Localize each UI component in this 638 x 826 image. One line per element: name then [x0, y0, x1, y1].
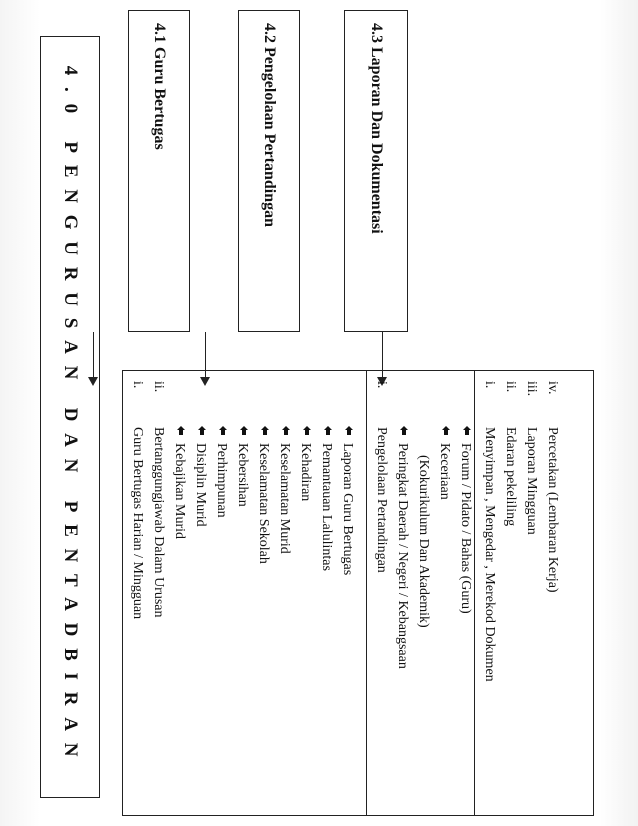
list-item — [276, 371, 292, 815]
item-text: Keselamatan Sekolah — [256, 443, 271, 564]
list-item — [523, 371, 539, 815]
item-text: Guru Bertugas Harian / Mingguan — [130, 427, 145, 620]
pointer-hand-icon — [394, 425, 410, 436]
item-text: Keselamatan Murid — [277, 443, 292, 554]
content-box — [122, 370, 594, 816]
item-text: Percetakan (Lembaran Kerja) — [545, 427, 560, 593]
category-label: 4.3 Laporan Dan Dokumentasi — [368, 23, 385, 234]
item-text: Menyimpan , Mengedar , Merekod Dokumen — [482, 427, 497, 682]
list-item — [297, 371, 313, 815]
pointer-hand-icon — [297, 425, 313, 436]
item-text: Kebajikan Murid — [172, 443, 187, 540]
list-item — [171, 371, 187, 815]
item-text: Peringkat Daerah / Negeri / Kebangsaan — [395, 443, 410, 669]
item-text: Pemantauan Lalulintas — [319, 443, 334, 571]
pointer-hand-icon — [171, 425, 187, 436]
list-section-2 — [367, 371, 473, 815]
list-item — [150, 371, 166, 815]
item-text: Pengelolaan Pertandingan — [374, 427, 389, 573]
pointer-hand-icon — [339, 425, 355, 436]
item-text: Forum / Pidato / Bahas (Guru) — [458, 443, 473, 614]
list-item — [339, 371, 355, 815]
pointer-hand-icon — [255, 425, 271, 436]
list-section-3 — [475, 371, 593, 815]
item-text: Bertanggungjawab Dalam Urusan — [151, 427, 166, 618]
item-marker: i. — [374, 381, 389, 389]
pointer-hand-icon — [318, 425, 334, 436]
list-item — [318, 371, 334, 815]
section-title-box — [40, 36, 100, 798]
item-text: Keceriaan — [437, 443, 452, 500]
pointer-hand-icon — [276, 425, 292, 436]
item-text: Disiplin Murid — [193, 443, 208, 527]
item-marker: iv. — [545, 381, 560, 395]
item-text: Laporan Mingguan — [524, 427, 539, 535]
item-text: Kebersihan — [235, 443, 250, 507]
item-marker: iii. — [524, 381, 539, 397]
item-marker: ii. — [151, 381, 166, 393]
item-marker: ii. — [503, 381, 518, 393]
item-text: Laporan Guru Bertugas — [340, 443, 355, 576]
pointer-hand-icon — [192, 425, 208, 436]
section-title: 4.0 PENGURUSAN DAN PENTADBIRAN — [60, 65, 81, 769]
list-item — [234, 371, 250, 815]
category-box-laporan-dokumentasi — [344, 10, 408, 332]
list-item — [436, 371, 452, 815]
list-item — [457, 371, 473, 815]
item-text: (Kokurikulum Dan Akademik) — [416, 455, 431, 628]
category-label: 4.2 Pengelolaan Pertandingan — [261, 23, 278, 228]
list-item — [255, 371, 271, 815]
item-text: Kehadiran — [298, 443, 313, 502]
list-section-1 — [123, 371, 363, 815]
list-item — [544, 371, 560, 815]
list-item — [213, 371, 229, 815]
category-box-guru-bertugas — [128, 10, 190, 332]
pointer-hand-icon — [213, 425, 229, 436]
list-item — [415, 371, 431, 815]
pointer-hand-icon — [234, 425, 250, 436]
list-item — [502, 371, 518, 815]
item-text: Edaran pekeliling — [503, 427, 518, 527]
pointer-hand-icon — [457, 425, 473, 436]
list-item — [129, 371, 145, 815]
pointer-hand-icon — [436, 425, 452, 436]
item-marker: i. — [130, 381, 145, 389]
list-item — [394, 371, 410, 815]
list-item — [373, 371, 389, 815]
category-box-pengelolaan-pertandingan — [238, 10, 300, 332]
item-marker: i. — [482, 381, 497, 389]
item-text: Perhimpunan — [214, 443, 229, 518]
list-item — [192, 371, 208, 815]
category-label: 4.1 Guru Bertugas — [151, 23, 168, 150]
arrow-right-icon — [87, 332, 99, 386]
list-item — [481, 371, 497, 815]
